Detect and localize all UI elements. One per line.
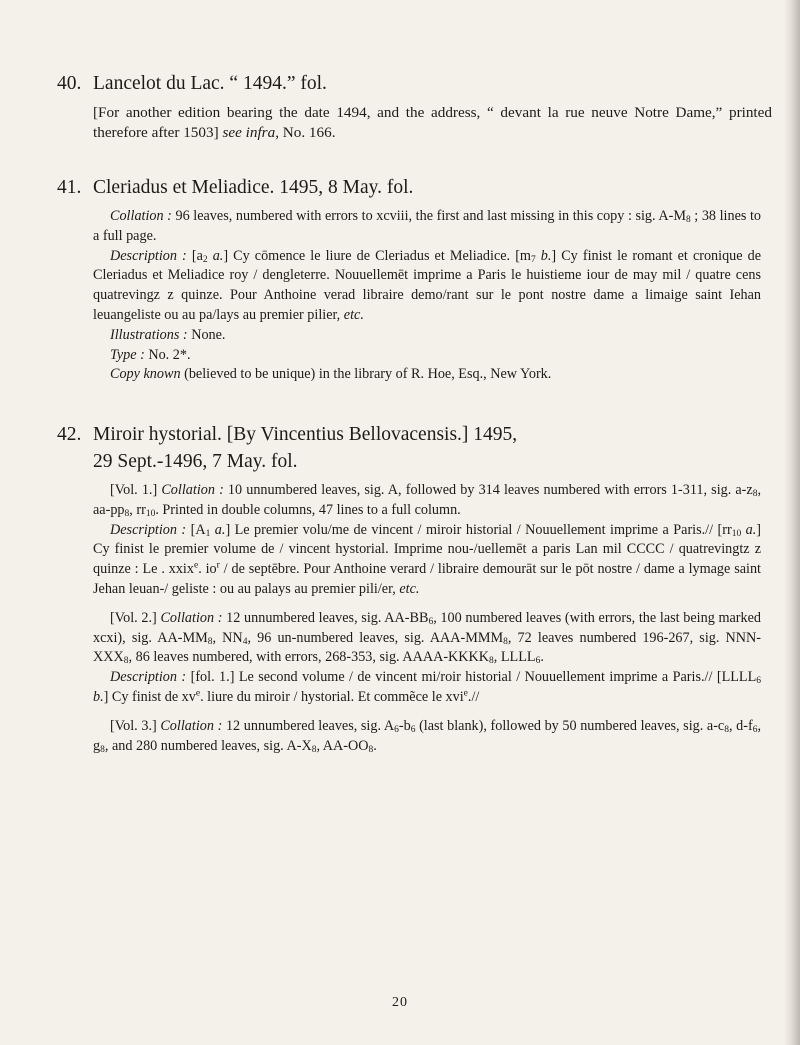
superscript: r bbox=[216, 560, 220, 571]
description-text: ] Cy finist le premier volume de / vincent hystorial. Imprime nou-/uellemēt a paris Lan mil CCCC / quatrevingtz z quinze : Le . xxix bbox=[93, 521, 762, 578]
volume-label: [Vol. 3.] bbox=[110, 717, 157, 734]
collation-text: , aa-pp bbox=[93, 482, 762, 518]
entry-heading bbox=[57, 70, 772, 97]
vol2-description bbox=[93, 668, 761, 708]
leaf-ref-subscript: 7 bbox=[530, 254, 536, 265]
leaf-ref-subscript: 1 bbox=[205, 528, 211, 539]
signature-subscript: 6 bbox=[410, 724, 416, 735]
signature-subscript: 8 bbox=[489, 656, 494, 667]
description-label: Description : bbox=[110, 669, 187, 686]
entry-number: 41. bbox=[57, 177, 82, 198]
entry-body bbox=[93, 481, 761, 756]
note-text: [For another edition bearing the date 1494, and the address, “ devant la rue neuve Notre Dame,” printed therefore after 1503] bbox=[93, 104, 772, 142]
description-text: ] Cy cōmence le liure de Cleriadus et Meliadice. bbox=[223, 247, 511, 264]
description-text: ] Cy finist de xv bbox=[103, 688, 196, 705]
collation-text: , 96 un-numbered leaves, sig. AAA-MMM bbox=[247, 629, 504, 646]
collation-text: 12 unnumbered leaves, sig. AA-BB bbox=[222, 609, 429, 626]
description-text: . liure du miroir / hystorial. Et commẽce le xvi bbox=[200, 688, 464, 705]
collation-label: Collation : bbox=[160, 609, 223, 626]
signature-subscript: 6 bbox=[752, 724, 758, 735]
description-text: . io bbox=[198, 561, 217, 578]
entry-number: 40. bbox=[57, 73, 82, 94]
leaf-side: b. bbox=[93, 688, 104, 705]
collation-paragraph bbox=[93, 207, 761, 247]
leaf-ref-subscript: 10 bbox=[731, 528, 742, 539]
description-text: .// bbox=[467, 688, 480, 705]
leaf-side: b. bbox=[535, 247, 552, 264]
description-text: ] Cy finist le romant et cronique de Cleriadus et Meliadice roy / dengleterre. Nouuellemēt imprime a Paris le huistieme iour de may mil / quatre cens quatrevingz z quinze. Pour Anthoine verad libraire demo/rant sur le pont nostre dame a limaige saint Iehan leuangeliste ou au pa/lays au premier pilier, bbox=[93, 247, 762, 323]
collation-text: , 86 leaves numbered, with errors, 268-353, sig. AAAA-KKKK bbox=[128, 649, 490, 666]
note-text-end: , No. 166. bbox=[275, 124, 336, 142]
collation-text: 12 unnumbered leaves, sig. A bbox=[222, 717, 395, 734]
collation-text: . bbox=[540, 649, 544, 666]
signature-subscript: 8 bbox=[207, 636, 213, 647]
collation-text: , NN bbox=[212, 629, 243, 646]
vol2-collation bbox=[93, 609, 761, 668]
leaf-side: a. bbox=[210, 521, 226, 538]
type-label: Type : bbox=[110, 346, 145, 363]
page-number: 20 bbox=[392, 995, 408, 1010]
entry-title-dates: 29 Sept.-1496, 7 May. fol. bbox=[93, 451, 298, 472]
signature-subscript: 8 bbox=[100, 744, 105, 755]
catalogue-entry-42 bbox=[57, 421, 772, 756]
volume-label: [Vol. 2.] bbox=[110, 609, 157, 626]
illustrations-label: Illustrations : bbox=[110, 326, 188, 343]
collation-text: , 72 leaves numbered 196-267, sig. NNN-XXX bbox=[93, 629, 762, 666]
vol1-collation bbox=[93, 481, 761, 521]
collation-text: . bbox=[373, 737, 377, 754]
copy-known-line bbox=[93, 365, 761, 385]
etc-abbrev: etc. bbox=[343, 306, 364, 323]
superscript: e bbox=[195, 688, 201, 699]
entry-title: Cleriadus et Meliadice. 1495, 8 May. fol. bbox=[93, 177, 414, 198]
type-value: No. 2*. bbox=[144, 346, 191, 363]
collation-label: Collation : bbox=[110, 208, 172, 224]
entry-heading bbox=[57, 421, 772, 475]
signature-subscript: 6 bbox=[428, 616, 434, 627]
collation-text: , g bbox=[93, 717, 761, 754]
collation-label: Collation : bbox=[160, 717, 223, 734]
signature-subscript: 6 bbox=[535, 656, 541, 667]
etc-abbrev: etc. bbox=[399, 580, 420, 597]
entry-body bbox=[93, 207, 761, 385]
entry-number: 42. bbox=[57, 424, 82, 445]
collation-text: , and 280 numbered leaves, sig. A-X bbox=[104, 737, 312, 754]
leaf-ref: [A bbox=[186, 521, 206, 538]
collation-text: , LLLL bbox=[493, 649, 536, 666]
signature-subscript: 8 bbox=[724, 724, 729, 735]
signature-subscript: 6 bbox=[394, 724, 399, 735]
collation-text: 96 leaves, numbered with errors to xcviii, the first and last missing in this copy : sig. A-M bbox=[171, 208, 686, 224]
note-reference: see infra bbox=[222, 124, 276, 142]
leaf-ref-subscript: 2 bbox=[202, 254, 208, 265]
collation-text: , 100 numbered leaves (with errors, the last being marked xcxi), sig. AA-MM bbox=[93, 609, 762, 646]
signature-subscript: 8 bbox=[368, 744, 374, 755]
illustrations-line bbox=[93, 326, 761, 346]
leaf-side: a. bbox=[207, 247, 224, 264]
description-paragraph bbox=[93, 247, 761, 326]
page-edge-shadow bbox=[784, 0, 800, 1045]
catalogue-entry-40 bbox=[57, 70, 772, 144]
illustrations-value: None. bbox=[187, 326, 226, 343]
type-line bbox=[93, 346, 761, 366]
collation-text: (last blank), followed by 50 numbered leaves, sig. a-c bbox=[415, 717, 725, 734]
leaf-side: a. bbox=[741, 521, 757, 538]
signature-subscript: 8 bbox=[124, 508, 130, 519]
signature-subscript: 8 bbox=[123, 656, 129, 667]
copy-known-label: Copy known bbox=[110, 366, 181, 383]
entry-title: Miroir hystorial. [By Vincentius Bellovacensis.] 1495, bbox=[93, 424, 518, 445]
signature-subscript: 8 bbox=[752, 489, 758, 499]
collation-text: -b bbox=[398, 717, 411, 734]
leaf-ref: [m bbox=[515, 247, 531, 264]
description-text: [fol. 1.] Le second volume / de vincent mi/roir historial / Nouuellement imprime a Paris.// [LLLL bbox=[186, 669, 757, 686]
signature-subscript: 8 bbox=[685, 215, 691, 225]
collation-text: , d-f bbox=[728, 717, 753, 734]
collation-text: , AA-OO bbox=[316, 737, 369, 754]
entry-title: Lancelot du Lac. “ 1494.” fol. bbox=[93, 73, 327, 94]
signature-subscript: 8 bbox=[311, 744, 317, 755]
description-label: Description : bbox=[110, 247, 187, 264]
signature-subscript: 10 bbox=[145, 508, 156, 519]
copy-known-value: (believed to be unique) in the library of R. Hoe, Esq., New York. bbox=[180, 366, 552, 383]
superscript: e bbox=[463, 688, 468, 699]
superscript: e bbox=[193, 560, 199, 571]
collation-text-end: ; 38 lines to a full page. bbox=[93, 208, 761, 244]
description-label: Description : bbox=[110, 521, 187, 538]
vol1-description bbox=[93, 521, 761, 600]
description-text: ] Le premier volu/me de vincent / miroir historial / Nouuellement imprime a Paris.// [rr bbox=[225, 521, 732, 538]
entry-note bbox=[93, 103, 772, 144]
leaf-ref: [a bbox=[186, 247, 203, 264]
collation-label: Collation : bbox=[161, 482, 224, 498]
signature-subscript: 8 bbox=[503, 636, 508, 647]
entry-heading bbox=[57, 174, 772, 201]
signature-subscript: 4 bbox=[242, 636, 248, 647]
collation-text: , rr bbox=[129, 501, 146, 518]
collation-text: 10 unnumbered leaves, sig. A, followed by 314 leaves numbered with errors 1-311, sig. a-z bbox=[223, 482, 753, 498]
collation-text: . Printed in double columns, 47 lines to a full column. bbox=[155, 501, 461, 518]
description-text: / de septēbre. Pour Anthoine verard / libraire demourāt sur le pōt nostre / dame a lymage saint Jehan leuan-/ geliste : ou au palays au premier pili/er, bbox=[93, 561, 761, 597]
catalogue-entry-41 bbox=[57, 174, 772, 385]
volume-label: [Vol. 1.] bbox=[110, 482, 158, 498]
leaf-ref-subscript: 6 bbox=[756, 676, 761, 687]
vol3-collation bbox=[93, 717, 761, 757]
